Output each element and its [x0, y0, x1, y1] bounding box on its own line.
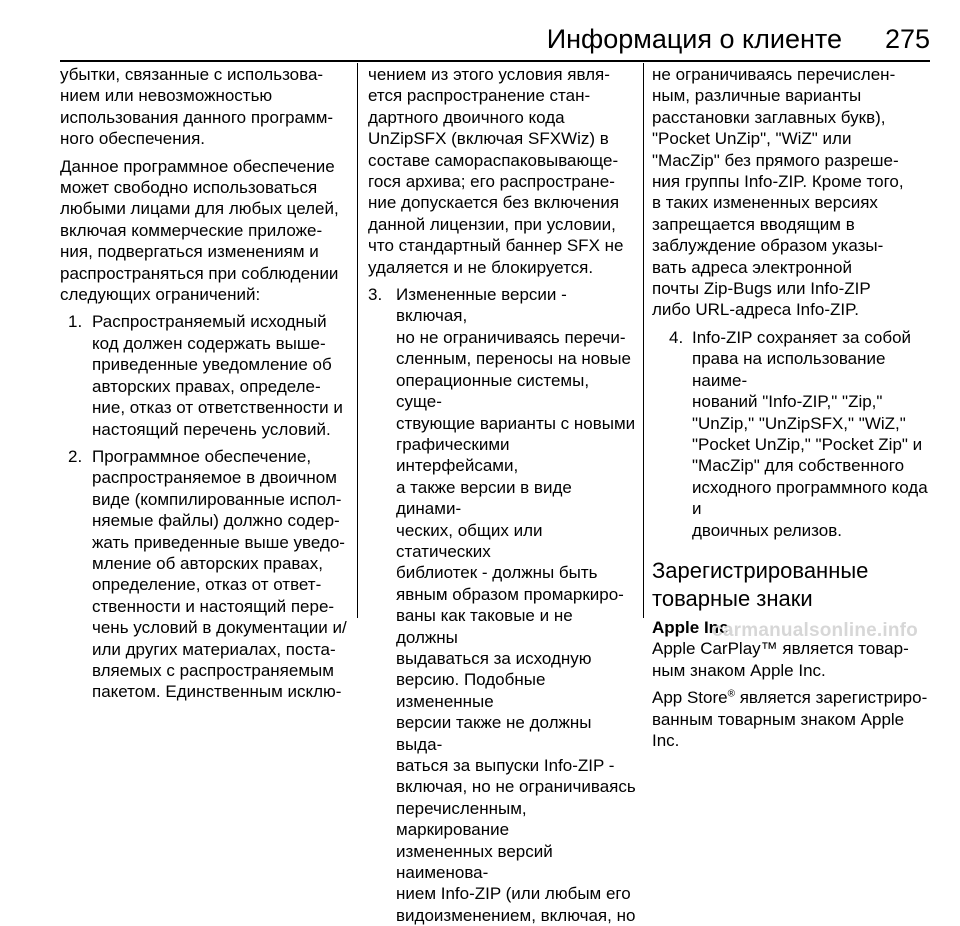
watermark: carmanualsonline.info: [712, 620, 918, 641]
page-title: Информация о клиенте: [546, 24, 842, 54]
column-2: [368, 64, 636, 926]
paragraph: Данное программное обеспечение может свободно использоваться любыми лицами для любых целей, включая коммерческие приложе- ния, подвергаться изменениям и распространяться при соблюдении следующих ограничений:: [60, 156, 339, 305]
registered-mark: ®: [727, 688, 735, 700]
section-heading: Зарегистрированные товарные знаки: [652, 557, 869, 611]
section-subheading: Apple Inc.: [652, 617, 734, 637]
list-item: 2. Программное обеспечение, распространяемое в двоичном виде (компилированные испол- няемые файлы) должно содер- жать приведенные выше уведо- мление об авторских правах, определение, отказ от ответ- ственности и настоящий пере- чень условий в документации и/ или других материалах, поста- вляемых с распространяемым пакетом. Единственным исклю-: [68, 446, 347, 702]
page-number: 275: [884, 24, 930, 54]
list-item: 3. Измененные версии - включая, но не ограничиваясь перечи- сленным, переносы на новые операционные системы, суще- ствующие варианты с новыми графическими интерфейсами, а также версии в виде динами- ческих, общих или статических библиотек - должны быть явным образом промаркиро- ваны как таковые и не должны выдаваться за исходную версию. Подобные измененные версии также не должны выда- ваться за выпуски Info-ZIP - включая, но не ограничиваясь перечисленным, маркирование измененных версий наименова- нием Info-ZIP (или любым его видоизменением, включая, но: [368, 285, 636, 925]
column-3: [652, 64, 930, 751]
list-item: 4. Info-ZIP сохраняет за собой права на использование наиме- нований "Info-ZIP," "Zip," "UnZip," "UnZipSFX," "WiZ," "Pocket UnZip," "Pocket Zip" и "MacZip" для собственного исходного программного кода и двоичных релизов.: [669, 327, 928, 540]
list-number: 3.: [368, 285, 383, 305]
list-number: 1.: [68, 312, 83, 332]
list-number: 2.: [68, 446, 83, 466]
column-divider-left: [357, 63, 358, 618]
list-item: 1. Распространяемый исходный код должен содержать выше- приведенные уведомление об авторских правах, определе- ние, отказ от ответственности и настоящий перечень условий.: [68, 312, 343, 439]
page-header: [0, 22, 930, 58]
paragraph: App Store® является зарегистриро- ванным товарным знаком Apple Inc.: [652, 688, 928, 750]
paragraph: убытки, связанные с использова- нием или невозможностью использования данного программ- ного обеспечения.: [60, 65, 334, 149]
column-divider-right: [643, 63, 644, 618]
paragraph: чением из этого условия явля- ется распространение стан- дартного двоичного кода UnZipSFX (включая SFXWiz) в составе самораспаковывающе- гося архива; его распростране- ние допускается без включения данной лицензии, при условии, что стандартный баннер SFX не удаляется и не блокируется.: [368, 65, 624, 277]
paragraph: не ограничиваясь перечислен- ным, различные варианты расстановки заглавных букв), "Pocket UnZip", "WiZ" или "MacZip" без прямого разреше- ния группы Info-ZIP. Кроме того, в таких измененных версиях запрещается вводящим в заблуждение образом указы- вать адреса электронной почты Zip-Bugs или Info-ZIP либо URL-адреса Info-ZIP.: [652, 65, 904, 320]
header-divider: [60, 60, 930, 62]
paragraph: Apple CarPlay™ является товар- ным знаком Apple Inc.: [652, 639, 909, 680]
list-number: 4.: [669, 327, 684, 347]
column-1: [60, 64, 350, 703]
